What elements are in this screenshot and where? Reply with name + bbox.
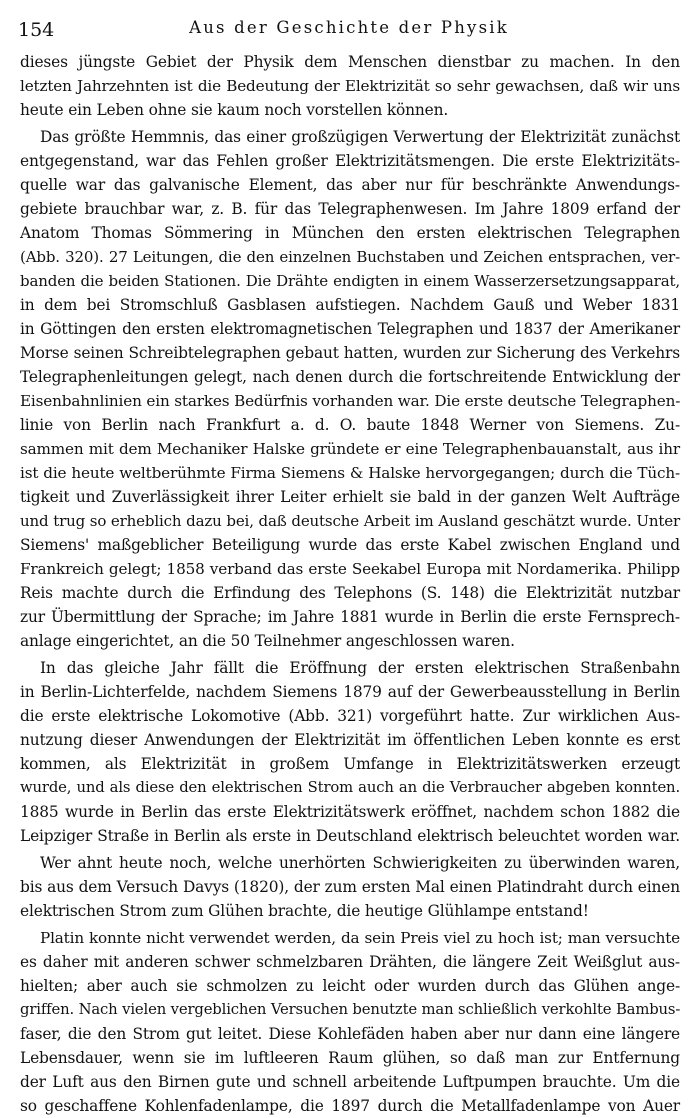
text-line: es daher mit anderen schwer schmelzbaren Drähten, die längere Zeit Weißglut aus- (20, 953, 680, 971)
text-line: Anatom Thomas Sömmering in München den ersten elektrischen Telegraphen (20, 224, 680, 242)
text-line: elektrischen Strom zum Glühen brachte, die heutige Glühlampe entstand! (20, 902, 589, 920)
page-body (20, 50, 680, 1118)
text-line: Wer ahnt heute noch, welche unerhörten Schwierigkeiten zu überwinden waren, (40, 854, 680, 872)
paragraph (20, 656, 680, 848)
text-line: Platin konnte nicht verwendet werden, da sein Preis viel zu hoch ist; man versuchte (40, 929, 680, 947)
text-line: Das größte Hemmnis, das einer großzügigen Verwertung der Elektrizität zunächst (40, 128, 680, 146)
text-line: letzten Jahrzehnten ist die Bedeutung der Elektrizität so sehr gewachsen, daß wir uns (20, 77, 680, 95)
text-line: Eisenbahnlinien ein starkes Bedürfnis vorhanden war. Die erste deutsche Telegraphen- (20, 392, 681, 410)
text-line: kommen, als Elektrizität in großem Umfange in Elektrizitätswerken erzeugt (20, 755, 680, 773)
text-line: der Luft aus den Birnen gute und schnell arbeitende Luftpumpen brauchte. Um die (20, 1073, 680, 1091)
text-line: ist die heute weltberühmte Firma Siemens & Halske hervorgegangen; durch die Tüch- (20, 464, 680, 482)
text-line: hielten; aber auch sie schmolzen zu leicht oder wurden durch das Glühen ange- (20, 977, 680, 995)
text-line: entgegenstand, war das Fehlen großer Elektrizitätsmengen. Die erste Elektrizitäts- (20, 152, 680, 170)
text-line: wurde, und als diese den elektrischen Strom auch an die Verbraucher abgeben konnten. (20, 779, 680, 796)
text-line: griffen. Nach vielen vergeblichen Versuchen benutzte man schließlich verkohlte Bambus- (20, 1001, 681, 1018)
paragraph (20, 50, 680, 122)
text-line: in dem bei Stromschluß Gasblasen aufstiegen. Nachdem Gauß und Weber 1831 (20, 296, 680, 314)
text-line: in Berlin-Lichterfelde, nachdem Siemens 1879 auf der Gewerbeausstellung in Berlin (20, 683, 680, 701)
running-title: Aus der Geschichte der Physik (189, 18, 509, 37)
text-line: Leipziger Straße in Berlin als erste in Deutschland elektrisch beleuchtet worden war. (20, 827, 680, 845)
text-line: sammen mit dem Mechaniker Halske gründete er eine Telegraphenbauanstalt, aus ihr (20, 440, 680, 458)
text-line: quelle war das galvanische Element, das aber nur für beschränkte Anwendungs- (20, 176, 680, 194)
page-number: 154 (18, 19, 55, 41)
paragraph (20, 926, 680, 1118)
text-line: Lebensdauer, wenn sie im luftleeren Raum glühen, so daß man zur Entfernung (20, 1049, 680, 1067)
paragraph (20, 851, 680, 923)
text-line: faser, die den Strom gut leitet. Diese Kohlefäden haben aber nur dann eine längere (20, 1025, 680, 1043)
text-line: 1885 wurde in Berlin das erste Elektrizitätswerk eröffnet, nachdem schon 1882 die (20, 803, 680, 821)
paragraph (20, 125, 680, 653)
text-line: In das gleiche Jahr fällt die Eröffnung der ersten elektrischen Straßenbahn (40, 659, 680, 677)
text-line: und trug so erheblich dazu bei, daß deutsche Arbeit im Ausland geschätzt wurde. Unter (20, 512, 680, 530)
text-line: zur Übermittlung der Sprache; im Jahre 1881 wurde in Berlin die erste Fernsprech- (20, 608, 680, 626)
text-line: heute ein Leben ohne sie kaum noch vorstellen können. (20, 101, 449, 119)
text-line: linie von Berlin nach Frankfurt a. d. O. baute 1848 Werner von Siemens. Zu- (20, 416, 680, 434)
text-line: anlage eingerichtet, an die 50 Teilnehmer angeschlossen waren. (20, 632, 515, 650)
text-line: banden die beiden Stationen. Die Drähte endigten in einem Wasserzersetzungsapparat, (20, 272, 680, 290)
text-line: nutzung dieser Anwendungen der Elektrizität im öffentlichen Leben konnte es erst (20, 731, 680, 749)
text-line: in Göttingen den ersten elektromagnetischen Telegraphen und 1837 der Amerikaner (20, 320, 680, 338)
text-line: bis aus dem Versuch Davys (1820), der zum ersten Mal einen Platindraht durch einen (20, 878, 680, 896)
text-line: (Abb. 320). 27 Leitungen, die den einzelnen Buchstaben und Zeichen entsprachen, ver- (20, 248, 680, 266)
page-header (18, 18, 680, 42)
text-line: dieses jüngste Gebiet der Physik dem Menschen dienstbar zu machen. In den (20, 53, 680, 71)
text-line: gebiete brauchbar war, z. B. für das Telegraphenwesen. Im Jahre 1809 erfand der (20, 200, 680, 218)
text-line: Reis machte durch die Erfindung des Telephons (S. 148) die Elektrizität nutzbar (20, 584, 680, 602)
text-line: Siemens' maßgeblicher Beteiligung wurde das erste Kabel zwischen England und (20, 536, 680, 554)
text-line: so geschaffene Kohlenfadenlampe, die 1897 durch die Metallfadenlampe von Auer (20, 1097, 680, 1115)
text-line: Frankreich gelegt; 1858 verband das erste Seekabel Europa mit Nordamerika. Philipp (20, 560, 680, 578)
text-line: Telegraphenleitungen gelegt, nach denen durch die fortschreitende Entwicklung der (20, 368, 680, 386)
text-line: die erste elektrische Lokomotive (Abb. 321) vorgeführt hatte. Zur wirklichen Aus- (20, 707, 680, 725)
text-line: tigkeit und Zuverlässigkeit ihrer Leiter erhielt sie bald in der ganzen Welt Aufträge (20, 488, 680, 506)
text-line: Morse seinen Schreibtelegraphen gebaut hatten, wurden zur Sicherung des Verkehrs (20, 344, 680, 362)
